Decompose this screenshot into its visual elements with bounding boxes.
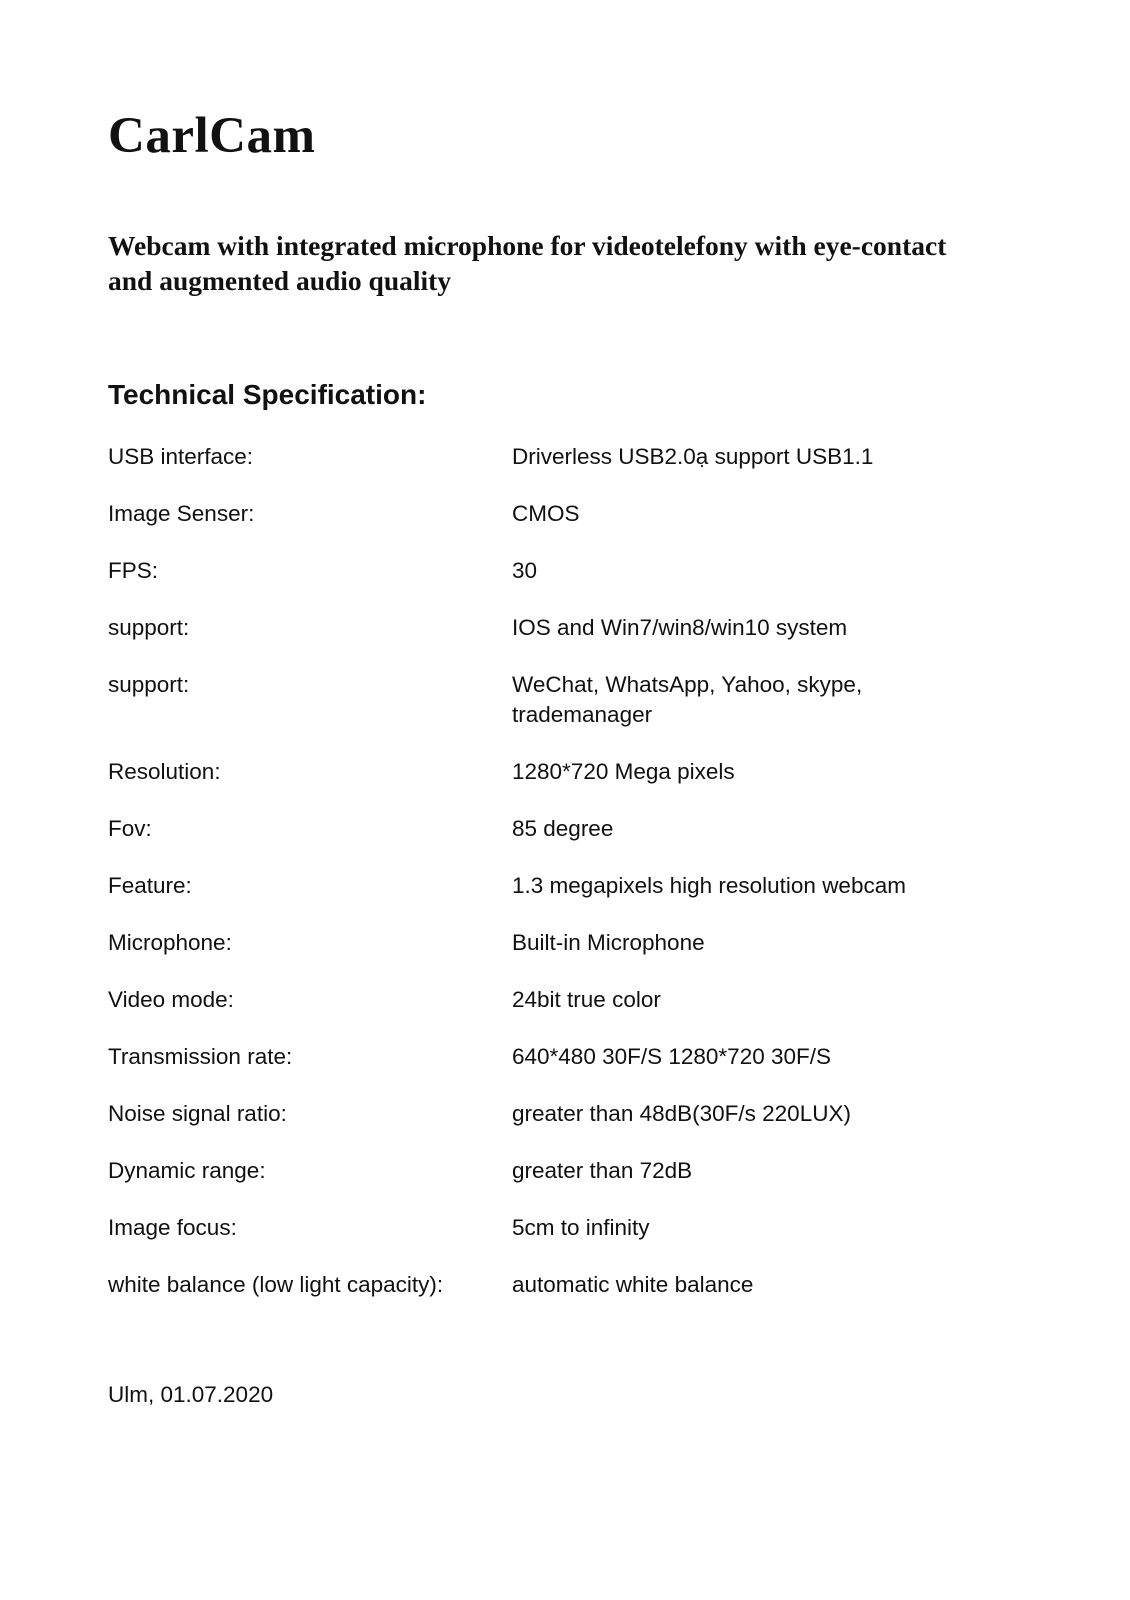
spec-heading: Technical Specification: xyxy=(108,379,427,410)
spec-row-image-sensor xyxy=(108,499,988,529)
spec-value: 640*480 30F/S 1280*720 30F/S xyxy=(512,1044,831,1069)
spec-value: 5cm to infinity xyxy=(512,1215,650,1240)
spec-label: Transmission rate: xyxy=(108,1044,293,1069)
spec-value: WeChat, WhatsApp, Yahoo, skype, trademanager xyxy=(512,672,863,727)
spec-label: Microphone: xyxy=(108,930,232,955)
spec-label: USB interface: xyxy=(108,444,254,469)
spec-row-microphone xyxy=(108,928,988,958)
spec-label: Dynamic range: xyxy=(108,1158,266,1183)
spec-row-image-focus xyxy=(108,1213,988,1243)
spec-row-support-apps xyxy=(108,670,988,730)
spec-value: CMOS xyxy=(512,501,580,526)
spec-value: 85 degree xyxy=(512,816,614,841)
spec-value: 1.3 megapixels high resolution webcam xyxy=(512,873,906,898)
product-title: CarlCam xyxy=(108,108,316,164)
spec-value: 30 xyxy=(512,558,538,583)
spec-label: Resolution: xyxy=(108,759,221,784)
spec-label: Image Senser: xyxy=(108,501,255,526)
spec-row-feature xyxy=(108,871,988,901)
spec-value: Built-in Microphone xyxy=(512,930,705,955)
spec-label: Noise signal ratio: xyxy=(108,1101,287,1126)
spec-row-dynamic-range xyxy=(108,1156,988,1186)
spec-row-white-balance xyxy=(108,1270,988,1300)
spec-value: 1280*720 Mega pixels xyxy=(512,759,735,784)
spec-label: Video mode: xyxy=(108,987,234,1012)
spec-row-resolution xyxy=(108,757,988,787)
spec-row-usb-interface xyxy=(108,442,988,472)
spec-row-support-os xyxy=(108,613,988,643)
product-subtitle: Webcam with integrated microphone for videotelefony with eye-contact and augmented audio quality xyxy=(108,230,947,296)
spec-label: support: xyxy=(108,672,190,697)
spec-label: white balance (low light capacity): xyxy=(108,1272,444,1297)
spec-row-transmission-rate xyxy=(108,1042,988,1072)
spec-row-video-mode xyxy=(108,985,988,1015)
spec-label: support: xyxy=(108,615,190,640)
spec-row-noise-signal-ratio xyxy=(108,1099,988,1129)
spec-value: greater than 48dB(30F/s 220LUX) xyxy=(512,1101,851,1126)
spec-row-fov xyxy=(108,814,988,844)
spec-value: automatic white balance xyxy=(512,1272,754,1297)
spec-table xyxy=(108,442,988,1327)
spec-value: Driverless USB2.0ạ support USB1.1 xyxy=(512,444,874,469)
spec-value: greater than 72dB xyxy=(512,1158,693,1183)
spec-row-fps xyxy=(108,556,988,586)
spec-value: 24bit true color xyxy=(512,987,661,1012)
spec-label: Fov: xyxy=(108,816,152,841)
spec-label: Image focus: xyxy=(108,1215,237,1240)
spec-value: IOS and Win7/win8/win10 system xyxy=(512,615,848,640)
place-date: Ulm, 01.07.2020 xyxy=(108,1382,274,1407)
spec-label: Feature: xyxy=(108,873,192,898)
spec-label: FPS: xyxy=(108,558,159,583)
